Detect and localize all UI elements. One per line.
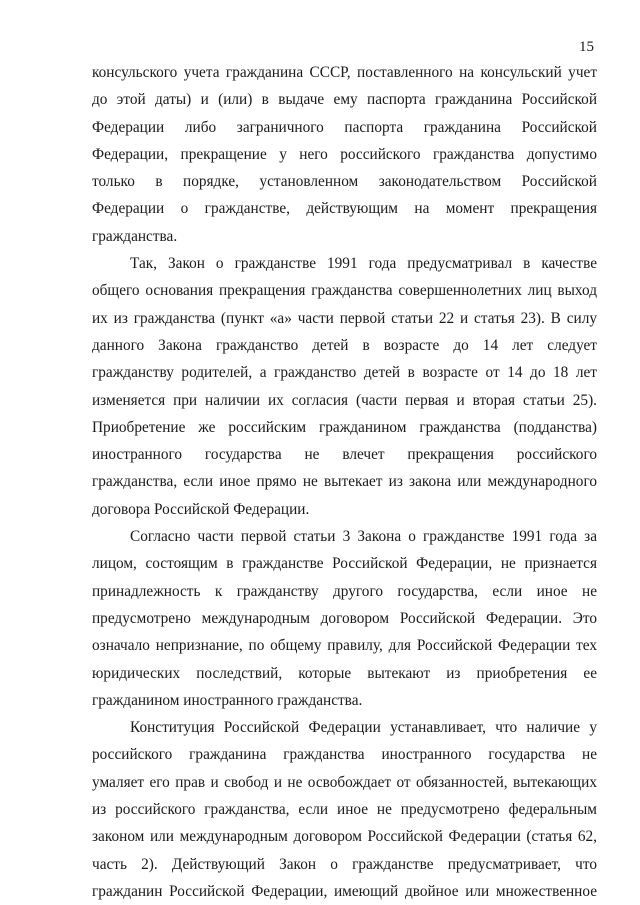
paragraph [92, 250, 597, 523]
text-line: Согласно части первой статьи 3 Закона о гражданстве 1991 года за [130, 528, 597, 546]
page-number: 15 [579, 39, 594, 55]
text-line: гражданству родителей, а гражданство детей в возрасте от 14 до 18 лет [92, 364, 597, 382]
text-line: Федерации либо заграничного паспорта гражданина Российской [92, 118, 597, 136]
text-line: из российского гражданства, если иное не предусмотрено федеральным [92, 801, 597, 819]
text-line: до этой даты) и (или) в выдаче ему паспорта гражданина Российской [92, 91, 597, 109]
text-line: умаляет его прав и свобод и не освобождает от обязанностей, вытекающих [92, 773, 597, 791]
text-line: иностранного государства не влечет прекращения российского [92, 446, 597, 464]
text-line: Приобретение же российским гражданином гражданства (подданства) [92, 418, 597, 436]
text-line: Конституция Российской Федерации устанавливает, что наличие у [130, 719, 597, 737]
text-line: российского гражданина гражданства иностранного государства не [92, 746, 597, 764]
text-line: гражданства. [92, 227, 178, 245]
paragraph [92, 523, 597, 714]
text-line: данного Закона гражданство детей в возрасте до 14 лет следует [92, 336, 597, 354]
text-line: принадлежность к гражданству другого государства, если иное не [92, 582, 597, 600]
text-line: означало непризнание, по общему правилу, для Российской Федерации тех [92, 637, 597, 655]
text-line: Так, Закон о гражданстве 1991 года предусматривал в качестве [130, 255, 597, 273]
text-line: часть 2). Действующий Закон о гражданстве предусматривает, что [92, 855, 597, 873]
text-line: лицом, состоящим в гражданстве Российской Федерации, не признается [92, 555, 597, 573]
document-body [92, 59, 597, 905]
text-line: гражданин Российской Федерации, имеющий двойное или множественное [92, 882, 597, 900]
text-line: договора Российской Федерации. [92, 500, 310, 518]
text-line: гражданином иностранного гражданства. [92, 691, 363, 709]
text-line: изменяется при наличии их согласия (части первая и вторая статьи 25). [92, 391, 597, 409]
paragraph [92, 714, 597, 905]
text-line: их из гражданства (пункт «а» части первой статьи 22 и статья 23). В силу [92, 309, 597, 327]
text-line: консульского учета гражданина СССР, поставленного на консульский учет [92, 64, 597, 81]
text-line: только в порядке, установленном законодательством Российской [92, 173, 597, 191]
text-line: юридических последствий, которые вытекают из приобретения ее [92, 664, 597, 682]
text-line: гражданства, если иное прямо не вытекает из закона или международного [92, 473, 597, 491]
text-line: общего основания прекращения гражданства совершеннолетних лиц выход [92, 282, 597, 300]
text-line: Федерации, прекращение у него российского гражданства допустимо [92, 145, 597, 163]
text-line: Федерации о гражданстве, действующим на момент прекращения [92, 200, 597, 218]
text-line: законом или международным договором Российской Федерации (статья 62, [92, 828, 597, 846]
text-line: предусмотрено международным договором Российской Федерации. Это [92, 609, 597, 627]
paragraph [92, 59, 597, 250]
